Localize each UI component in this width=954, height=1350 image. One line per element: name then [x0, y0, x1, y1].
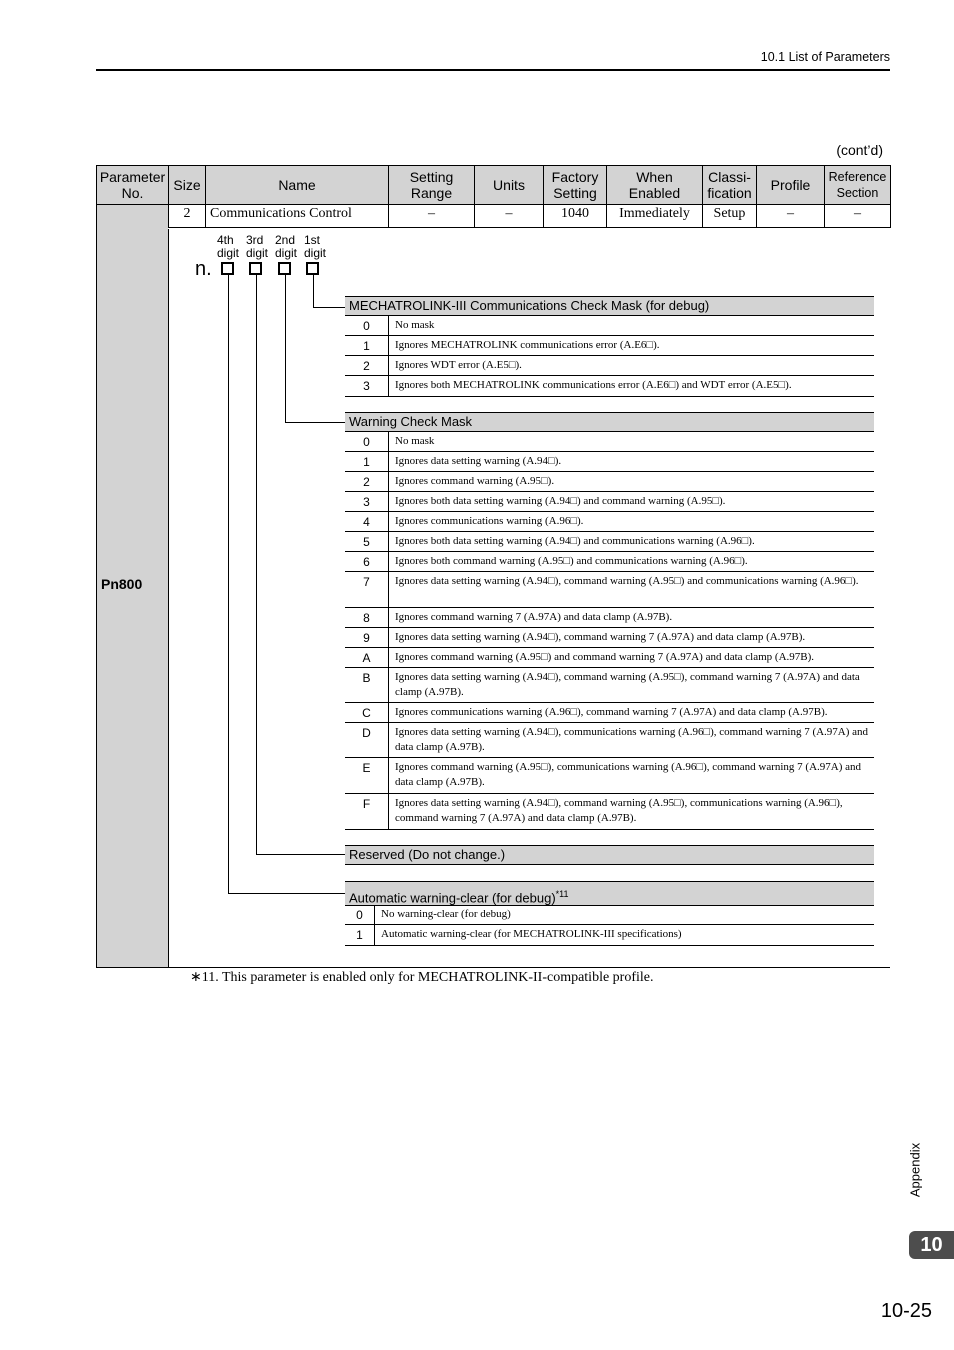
- page-number: 10-25: [880, 1300, 932, 1322]
- table-row: [97, 205, 891, 228]
- list-item: [345, 608, 874, 628]
- option-code: 2: [345, 356, 389, 375]
- option-code: 0: [345, 316, 389, 335]
- cell-setting-range: –: [389, 205, 475, 228]
- side-tab-text: Appendix: [907, 1142, 923, 1198]
- col-header-units: Units: [475, 166, 544, 205]
- list-item: [345, 572, 874, 608]
- col-header-profile: Profile: [757, 166, 825, 205]
- col-header-parameter-no: Parameter No.: [97, 166, 169, 205]
- list-item: [345, 668, 874, 703]
- option-code: A: [345, 648, 389, 667]
- option-desc: Ignores data setting warning (A.94□), command warning (A.95□), communications warning (A.96□), command warning 7 (A.97A) and data clamp (A.97B).: [395, 797, 843, 824]
- option-code: C: [345, 703, 389, 722]
- option-code: B: [345, 668, 389, 702]
- list-item: [345, 905, 874, 925]
- running-header: 10.1 List of Parameters: [760, 50, 890, 64]
- option-code: 0: [345, 432, 389, 451]
- digit-box-2nd: [278, 262, 291, 275]
- section-header-comm-check-mask: MECHATROLINK-III Communications Check Mask (for debug): [345, 296, 874, 316]
- option-code: 0: [345, 905, 375, 924]
- connector-3rd-v: [256, 275, 257, 855]
- option-desc: Automatic warning-clear (for MECHATROLINK-III specifications): [381, 928, 682, 940]
- digit-label-3rd: 3rd digit: [246, 233, 269, 260]
- cell-factory-setting: 1040: [544, 205, 607, 228]
- option-code: 6: [345, 552, 389, 571]
- connector-2nd-v: [285, 275, 286, 423]
- cell-reference: –: [825, 205, 891, 228]
- digit-label-1st: 1st digit: [304, 233, 327, 260]
- header-rule: [96, 69, 890, 71]
- option-code: 8: [345, 608, 389, 627]
- option-desc: Ignores command warning (A.95□), communications warning (A.96□), command warning 7 (A.97A) and data clamp (A.97B).: [395, 761, 862, 788]
- footnote: ∗11. This parameter is enabled only for MECHATROLINK-II-compatible profile.: [190, 970, 654, 985]
- cell-profile: –: [757, 205, 825, 228]
- digit-label-2nd: 2nd digit: [275, 233, 298, 260]
- option-code: D: [345, 723, 389, 757]
- section-header-warning-check-mask: Warning Check Mask: [345, 412, 874, 432]
- list-item: [345, 794, 874, 830]
- list-item: [345, 316, 874, 336]
- section-header-reserved: Reserved (Do not change.): [345, 845, 874, 865]
- connector-1st-h: [313, 307, 345, 308]
- col-header-reference-section: Reference Section: [825, 166, 891, 205]
- list-item: [345, 356, 874, 376]
- option-code: 3: [345, 492, 389, 511]
- option-desc: Ignores data setting warning (A.94□), command warning (A.95□), command warning 7 (A.97A) and data clamp (A.97B).: [395, 671, 860, 698]
- option-desc: No warning-clear (for debug): [381, 908, 511, 920]
- list-item: [345, 452, 874, 472]
- continued-label: (cont’d): [836, 142, 883, 158]
- connector-4th-v: [228, 275, 229, 894]
- footnote-ref: *11: [555, 889, 569, 899]
- option-desc: Ignores command warning (A.95□) and command warning 7 (A.97A) and data clamp (A.97B).: [395, 651, 815, 663]
- option-code: 2: [345, 472, 389, 491]
- option-desc: Ignores MECHATROLINK communications error (A.E6□).: [395, 339, 660, 351]
- option-code: 5: [345, 532, 389, 551]
- option-desc: Ignores data setting warning (A.94□), command warning (A.95□) and communications warning (A.96□).: [395, 575, 859, 587]
- side-tab-label: [880, 1130, 950, 1210]
- list-item: [345, 758, 874, 794]
- connector-1st-v: [313, 275, 314, 307]
- list-item: [345, 628, 874, 648]
- list-item: [345, 472, 874, 492]
- parameter-table: [96, 165, 891, 228]
- list-item: [345, 376, 874, 397]
- option-code: 9: [345, 628, 389, 647]
- option-desc: Ignores command warning (A.95□).: [395, 475, 555, 487]
- cell-units: –: [475, 205, 544, 228]
- connector-2nd-h: [285, 422, 345, 423]
- option-code: 4: [345, 512, 389, 531]
- list-item: [345, 492, 874, 512]
- connector-3rd-h: [256, 854, 345, 855]
- option-desc: Ignores both data setting warning (A.94□) and command warning (A.95□).: [395, 495, 726, 507]
- section-title: Automatic warning-clear (for debug): [349, 890, 556, 906]
- cell-name: Communications Control: [206, 205, 389, 228]
- option-code: 7: [345, 572, 389, 607]
- option-desc: Ignores both command warning (A.95□) and communications warning (A.96□).: [395, 555, 748, 567]
- option-desc: Ignores WDT error (A.E5□).: [395, 359, 522, 371]
- parameter-number: Pn800: [101, 576, 143, 592]
- list-item: [345, 703, 874, 723]
- col-header-when-enabled: When Enabled: [607, 166, 703, 205]
- section-header-auto-warning-clear: [345, 881, 874, 906]
- cell-size: 2: [169, 205, 206, 228]
- digit-label-4th: 4th digit: [217, 233, 240, 260]
- digit-prefix: n.: [195, 258, 212, 280]
- option-desc: Ignores command warning 7 (A.97A) and data clamp (A.97B).: [395, 611, 673, 623]
- connector-4th-h: [228, 893, 345, 894]
- option-code: E: [345, 758, 389, 793]
- col-header-size: Size: [169, 166, 206, 205]
- list-item: [345, 532, 874, 552]
- option-code: 1: [345, 925, 375, 945]
- option-desc: Ignores data setting warning (A.94□), communications warning (A.96□), command warning 7 (A.97A) and data clamp (A.97B).: [395, 726, 869, 753]
- digit-box-3rd: [249, 262, 262, 275]
- option-code: 1: [345, 336, 389, 355]
- option-desc: Ignores both data setting warning (A.94□) and communications warning (A.96□).: [395, 535, 755, 547]
- table-header-row: [97, 166, 891, 205]
- option-desc: Ignores data setting warning (A.94□), command warning 7 (A.97A) and data clamp (A.97B).: [395, 631, 806, 643]
- option-desc: No mask: [395, 319, 435, 331]
- list-item: [345, 552, 874, 572]
- option-desc: Ignores both MECHATROLINK communications error (A.E6□) and WDT error (A.E5□).: [395, 379, 792, 391]
- list-item: [345, 723, 874, 758]
- chapter-tab: 10: [909, 1231, 954, 1259]
- cell-when-enabled: Immediately: [607, 205, 703, 228]
- col-header-factory-setting: Factory Setting: [544, 166, 607, 205]
- option-code: 3: [345, 376, 389, 396]
- option-desc: No mask: [395, 435, 435, 447]
- list-item: [345, 512, 874, 532]
- cell-classification: Setup: [703, 205, 757, 228]
- list-item: [345, 648, 874, 668]
- option-code: F: [345, 794, 389, 829]
- list-item: [345, 925, 874, 946]
- option-desc: Ignores communications warning (A.96□), command warning 7 (A.97A) and data clamp (A.97B).: [395, 706, 828, 718]
- digit-box-4th: [221, 262, 234, 275]
- list-item: [345, 336, 874, 356]
- option-code: 1: [345, 452, 389, 471]
- col-header-classification: Classi- fication: [703, 166, 757, 205]
- col-header-setting-range: Setting Range: [389, 166, 475, 205]
- list-item: [345, 432, 874, 452]
- digit-box-1st: [306, 262, 319, 275]
- option-desc: Ignores data setting warning (A.94□).: [395, 455, 562, 467]
- option-desc: Ignores communications warning (A.96□).: [395, 515, 584, 527]
- col-header-name: Name: [206, 166, 389, 205]
